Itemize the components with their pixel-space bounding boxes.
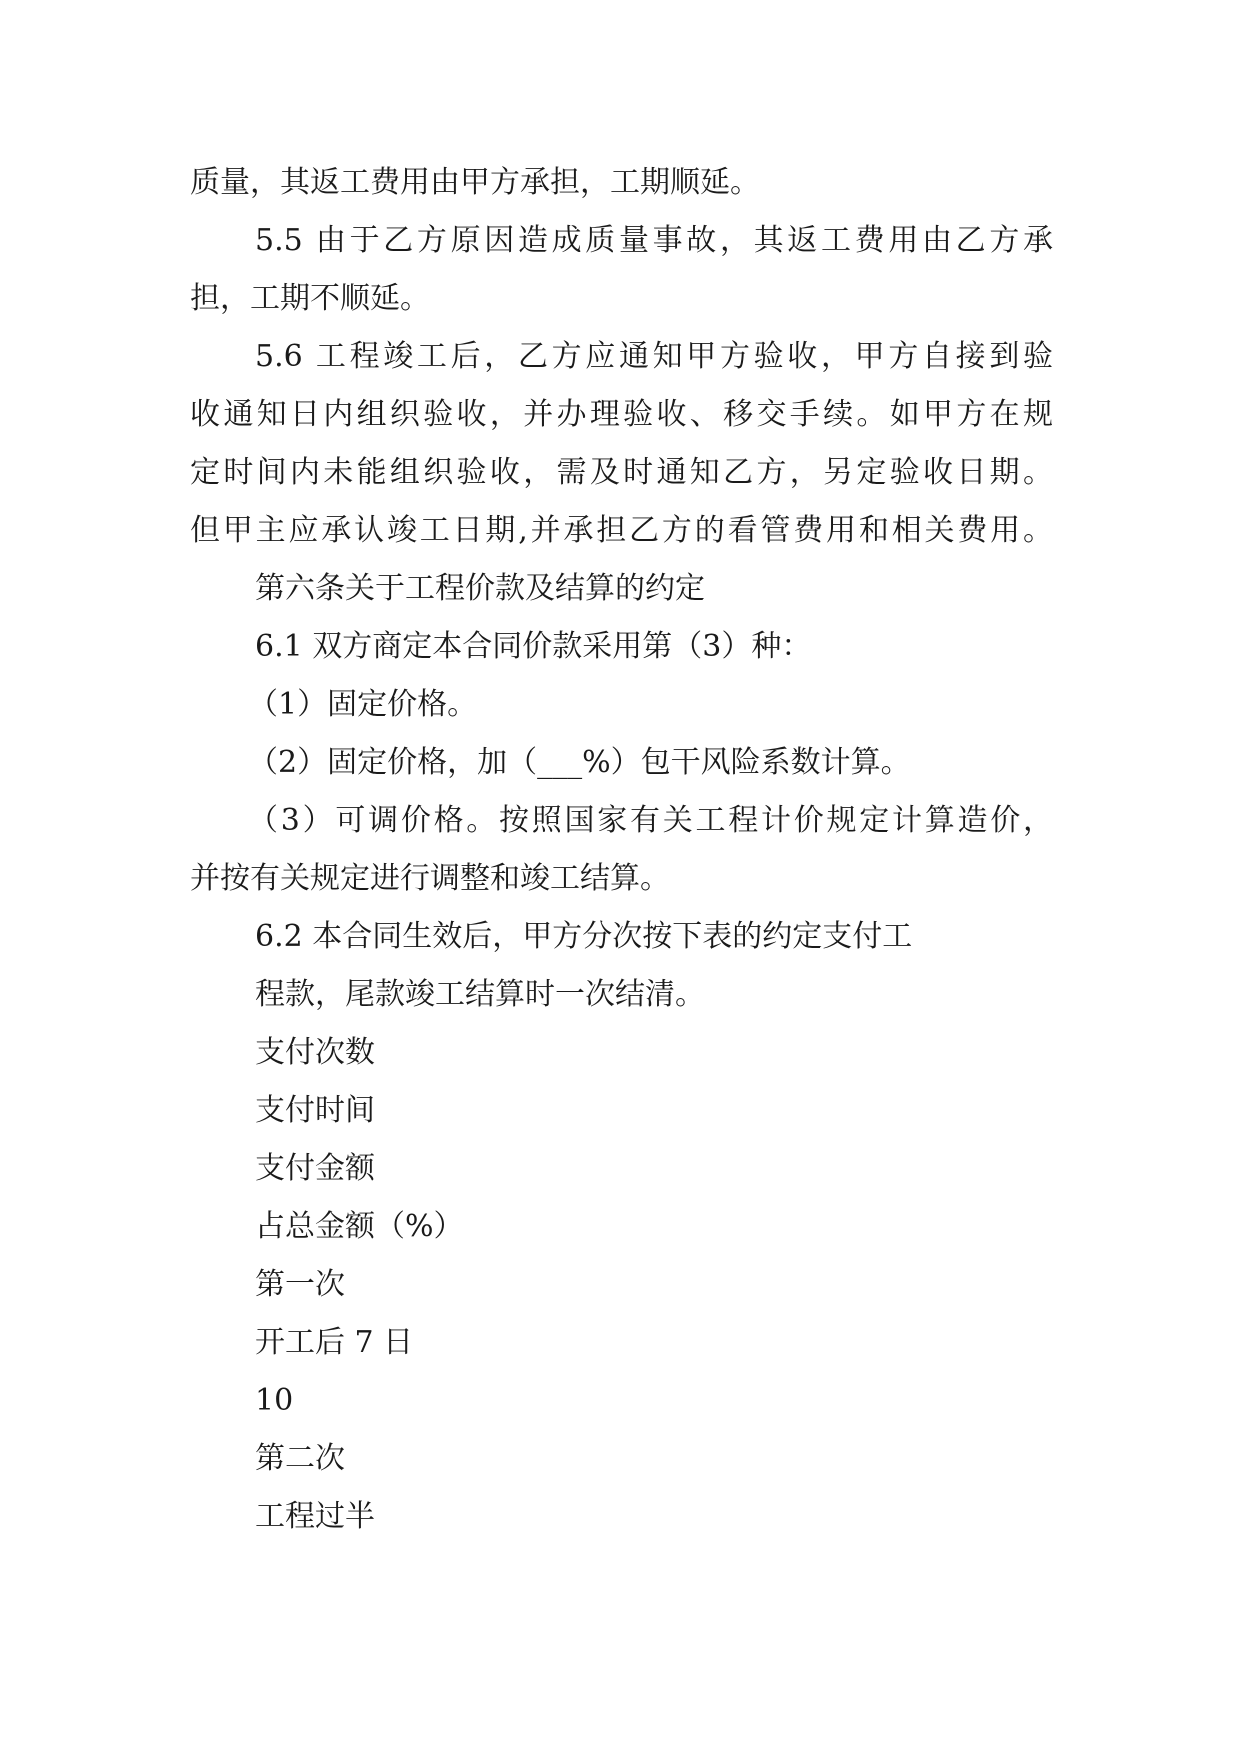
table-cell: 占总金额（%） <box>255 1209 464 1244</box>
text-line: 定时间内未能组织验收，需及时通知乙方，另定验收日期。 <box>190 455 1053 490</box>
text-line: 6.2 本合同生效后，甲方分次按下表的约定支付工 <box>255 919 913 954</box>
text-line: 质量，其返工费用由甲方承担，工期顺延。 <box>190 165 760 200</box>
table-cell: 10 <box>255 1383 294 1418</box>
text-line: 担，工期不顺延。 <box>190 281 430 316</box>
section-heading: 第六条关于工程价款及结算的约定 <box>255 571 705 606</box>
text-line: 收通知日内组织验收，并办理验收、移交手续。如甲方在规 <box>190 397 1053 432</box>
list-item: （3）可调价格。按照国家有关工程计价规定计算造价， <box>248 803 1053 838</box>
list-item: （2）固定价格，加（___%）包干风险系数计算。 <box>248 745 911 780</box>
list-item: （1）固定价格。 <box>248 687 478 722</box>
text-line: 5.6 工程竣工后，乙方应通知甲方验收，甲方自接到验 <box>255 339 1053 374</box>
table-cell: 支付次数 <box>255 1035 375 1070</box>
table-cell: 支付金额 <box>255 1151 375 1186</box>
text-line: 6.1 双方商定本合同价款采用第（3）种： <box>255 629 812 664</box>
table-cell: 支付时间 <box>255 1093 375 1128</box>
text-line: 但甲主应承认竣工日期,并承担乙方的看管费用和相关费用。 <box>190 513 1053 548</box>
table-cell: 第二次 <box>255 1441 345 1476</box>
table-cell: 工程过半 <box>255 1499 375 1534</box>
text-line: 程款，尾款竣工结算时一次结清。 <box>255 977 705 1012</box>
text-line: 并按有关规定进行调整和竣工结算。 <box>190 861 670 896</box>
table-cell: 第一次 <box>255 1267 345 1302</box>
text-line: 5.5 由于乙方原因造成质量事故，其返工费用由乙方承 <box>255 223 1053 258</box>
table-cell: 开工后 7 日 <box>255 1325 414 1360</box>
